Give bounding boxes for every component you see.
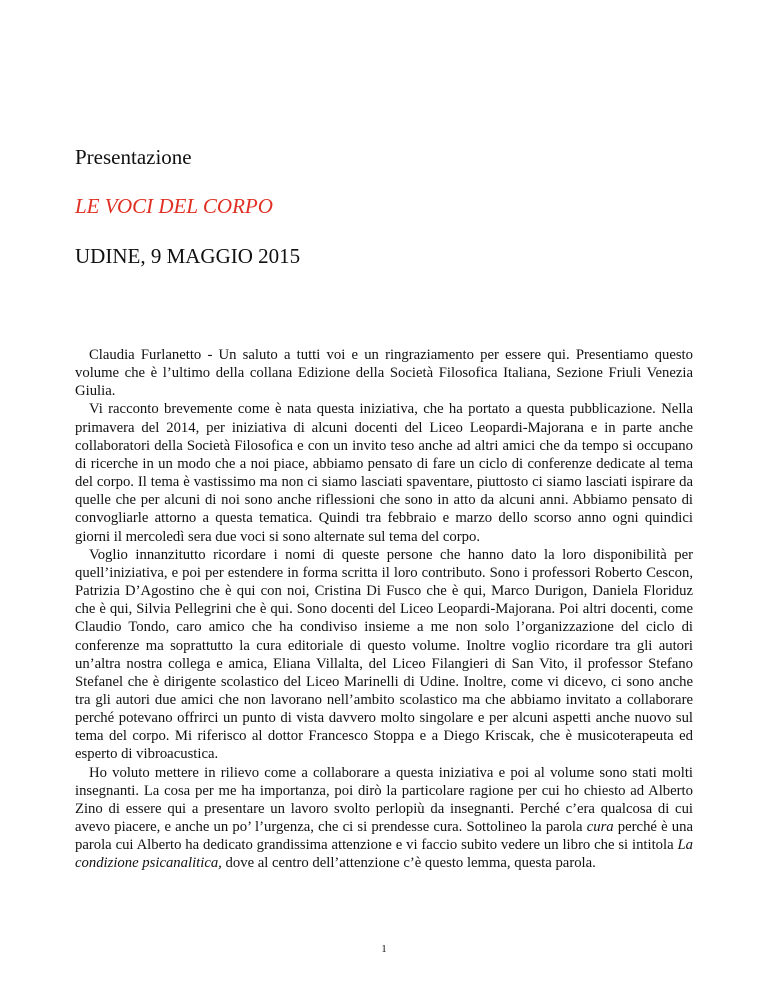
section-heading: Presentazione [75,145,192,169]
paragraph-1: Claudia Furlanetto - Un saluto a tutti voi e un ringraziamento per essere qui. Presentiamo questo volume che è l’ultimo della collana Edizione della Società Filosofica Italiana, Sezione Friuli Venezia Giulia. [75,347,693,400]
body-text [75,346,693,873]
paragraph-2: Vi racconto brevemente come è nata questa iniziativa, che ha portato a questa pubblicazione. Nella primavera del 2014, per iniziativa di alcuni docenti del Liceo Leopardi-Majorana e in parte anche collaboratori della Società Filosofica e con un invito teso anche ad altri amici che da tempo si occupano di ricerche in un modo che a noi piace, abbiamo pensato di fare un ciclo di conferenze dedicate al tema del corpo. Il tema è vastissimo ma non ci siamo lasciati spaventare, piuttosto ci siamo lasciati ispirare da quelle che per alcuni di noi sono anche riflessioni che sono in atto da alcuni anni. Abbiamo pensato di convogliarle attorno a questa tematica. Quindi tra febbraio e marzo dello scorso anno ogni quindici giorni il mercoledì sera due voci si sono alternate sul tema del corpo. [75,401,693,545]
paragraph-3: Voglio innanzitutto ricordare i nomi di queste persone che hanno dato la loro disponibilità per quell’iniziativa, e poi per estendere in forma scritta il loro contributo. Sono i professori Roberto Cescon, Patrizia D’Agostino che è qui con noi, Cristina Di Fusco che è qui, Marco Durigon, Daniela Floriduz che è qui, Silvia Pellegrini che è qui. Sono docenti del Liceo Leopardi-Majorana. Poi altri docenti, come Claudio Tondo, caro amico che ha condiviso insieme a me non solo l’organizzazione del ciclo di conferenze ma soprattutto la cura editoriale di questo volume. Inoltre voglio ricordare tra gli autori un’altra nostra collega e amica, Eliana Villalta, del Liceo Filangieri di San Vito, il professor Stefano Stefanel che è dirigente scolastico del Liceo Marinelli di Udine. Inoltre, come vi dicevo, ci sono anche tra gli autori due amici che non lavorano nell’ambito scolastico ma che abbiamo invitato a collaborare perché potevano offrirci un punto di vista davvero molto singolare e per alcuni aspetti anche nuovo sul tema del corpo. Mi riferisco al dottor Francesco Stoppa e a Diego Kriscak, che è musicoterapeuta ed esperto di vibroacustica. [75,546,693,763]
paragraph-4-part-c: dove al centro dell’attenzione c’è questo lemma, questa parola. [221,855,596,872]
paragraph-4-part-b: perché è una parola cui Alberto ha dedicato grandissima attenzione e vi faccio subito vedere un libro che si intitola [75,819,693,854]
paragraph-4-part-a: Ho voluto mettere in rilievo come a collaborare a questa iniziativa e poi al volume sono stati molti insegnanti. La cosa per me ha importanza, poi dirò la particolare ragione per cui ho chiesto ad Alberto Zino di essere qui a presentare un lavoro svolto perlopiù da insegnanti. Perché c’era qualcosa di cui avevo piacere, e anche un po’ l’urgenza, che ci si prendesse cura. Sottolineo la parola [75,764,693,836]
page-number: 1 [381,943,387,955]
emphasis-cura: cura [586,819,614,836]
paragraph-4 [75,764,693,873]
book-title: La condizione psicanalitica, [75,837,693,872]
place-date-heading: UDINE, 9 MAGGIO 2015 [75,244,301,268]
document-title: LE VOCI DEL CORPO [75,194,273,218]
